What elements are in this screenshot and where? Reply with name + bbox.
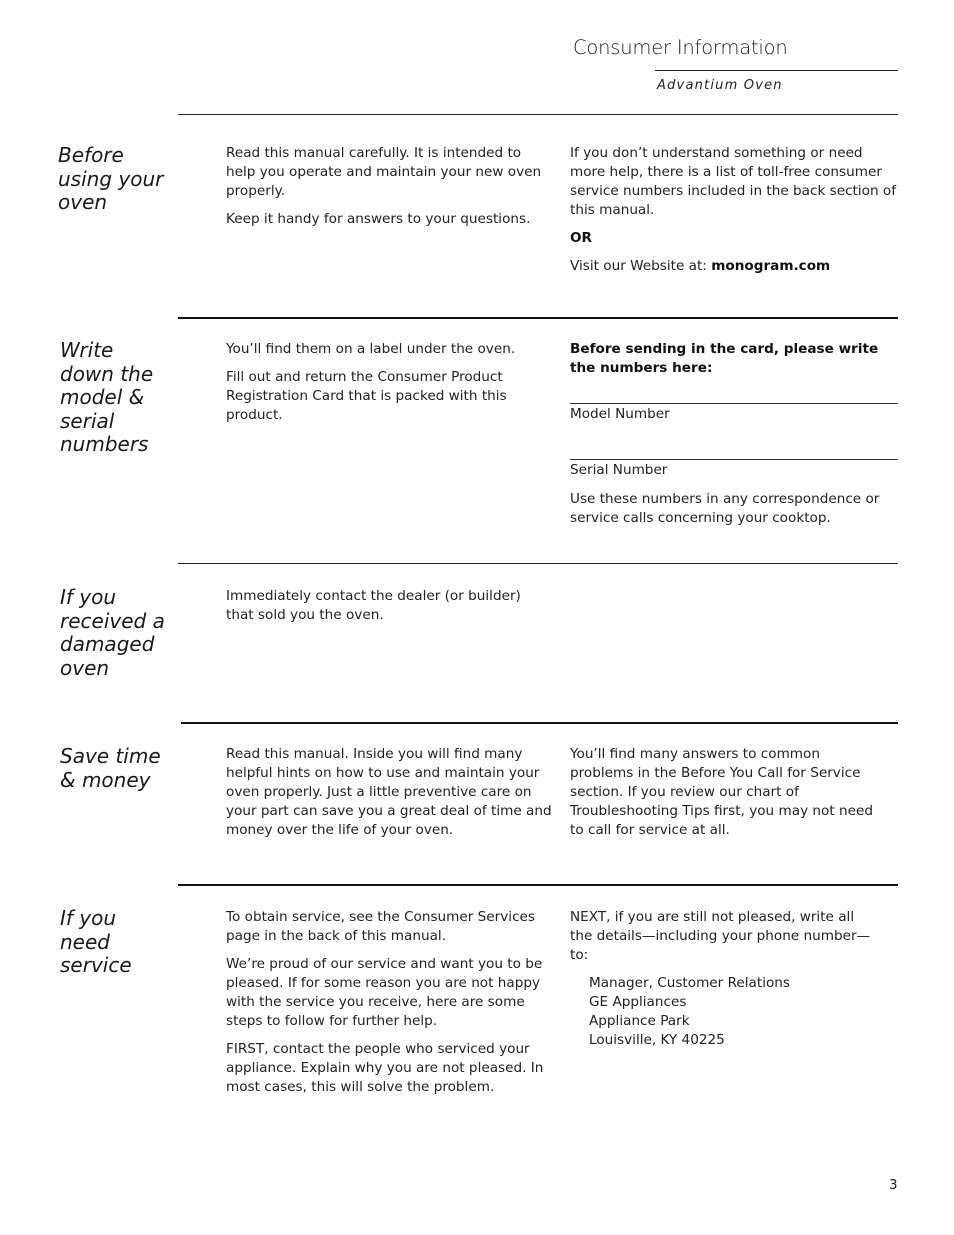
section-title-need-service [60, 907, 132, 978]
title-line: model & [60, 385, 145, 409]
numbers-usage-note: Use these numbers in any correspondence or service calls concerning your cooktop. [570, 491, 880, 526]
section-divider [178, 317, 898, 319]
title-line: damaged [60, 632, 155, 656]
page-header-title: Consumer Information [573, 36, 788, 59]
website-line [570, 257, 898, 276]
section-divider [181, 722, 898, 724]
section-divider [178, 884, 898, 886]
write-left-column [226, 340, 526, 434]
website-link[interactable]: monogram.com [711, 258, 831, 274]
paragraph: Fill out and return the Consumer Product Registration Card that is packed with this product. [226, 369, 507, 423]
title-line: oven [58, 190, 108, 214]
save-right-column: You’ll find many answers to common problems in the Before You Call for Service section. If you review our chart of Troubleshooting Tips first, you may not need to call for service at all. [570, 746, 873, 838]
section-title-damaged-oven [60, 586, 165, 680]
service-right-column [570, 908, 880, 1050]
page-number: 3 [889, 1177, 898, 1193]
section-title-before-using [58, 144, 163, 215]
title-line: If you [60, 906, 117, 930]
title-line: Save time [60, 744, 161, 768]
mailing-address [570, 974, 880, 1050]
paragraph: If you don’t understand something or need more help, there is a list of toll-free consumer service numbers included in the back section of this manual. [570, 145, 897, 218]
section-title-save-time [60, 745, 161, 792]
title-line: received a [60, 608, 165, 633]
paragraph: Keep it handy for answers to your questions. [226, 211, 531, 227]
header-divider [655, 70, 898, 71]
website-prefix: Visit our Website at: [570, 258, 712, 274]
page-header-subtitle: Advantium Oven [657, 78, 783, 93]
paragraph: To obtain service, see the Consumer Services page in the back of this manual. [226, 909, 536, 944]
paragraph: FIRST, contact the people who serviced your appliance. Explain why you are not pleased. In most cases, this will solve the problem. [226, 1041, 544, 1095]
write-instructions: Before sending in the card, please write the numbers here: [570, 341, 879, 376]
address-line: Manager, Customer Relations [589, 975, 791, 991]
save-left-column: Read this manual. Inside you will find many helpful hints on how to use and maintain your oven properly. Just a little preventive care on your part can save you a great deal of time and money over the life of your oven. [226, 746, 552, 838]
title-line: oven [60, 655, 110, 680]
title-line: need [60, 929, 110, 954]
title-line: & money [60, 767, 151, 792]
model-number-label: Model Number [570, 406, 670, 422]
damaged-left-column: Immediately contact the dealer (or builder) that sold you the oven. [226, 588, 521, 623]
write-right-column [570, 340, 898, 387]
paragraph: NEXT, if you are still not pleased, write all the details—including your phone number—to: [570, 909, 871, 963]
title-line: service [60, 953, 132, 977]
section-title-write-numbers [60, 339, 153, 457]
title-line: numbers [60, 432, 149, 456]
paragraph: You’ll find them on a label under the oven. [226, 341, 516, 357]
section-divider [178, 563, 898, 564]
title-line: Write [60, 338, 114, 362]
or-label: OR [570, 230, 593, 246]
before-left-column [226, 144, 554, 238]
section-divider [178, 114, 898, 115]
title-line: down the [60, 361, 154, 386]
address-line: Appliance Park [589, 1013, 690, 1029]
before-right-column [570, 144, 898, 285]
title-line: Before [58, 143, 124, 167]
paragraph: We’re proud of our service and want you to be pleased. If for some reason you are not happy with the service you receive, here are some steps to follow for further help. [226, 956, 543, 1029]
paragraph: Read this manual carefully. It is intended to help you operate and maintain your new oven properly. [226, 145, 542, 199]
serial-number-line[interactable] [570, 459, 898, 460]
model-number-line[interactable] [570, 403, 898, 404]
title-line: serial [60, 408, 115, 433]
title-line: using your [58, 166, 164, 191]
serial-number-label: Serial Number [570, 462, 668, 478]
address-line: GE Appliances [589, 994, 687, 1010]
title-line: If you [60, 585, 117, 609]
address-line: Louisville, KY 40225 [589, 1032, 725, 1048]
service-left-column [226, 908, 546, 1106]
